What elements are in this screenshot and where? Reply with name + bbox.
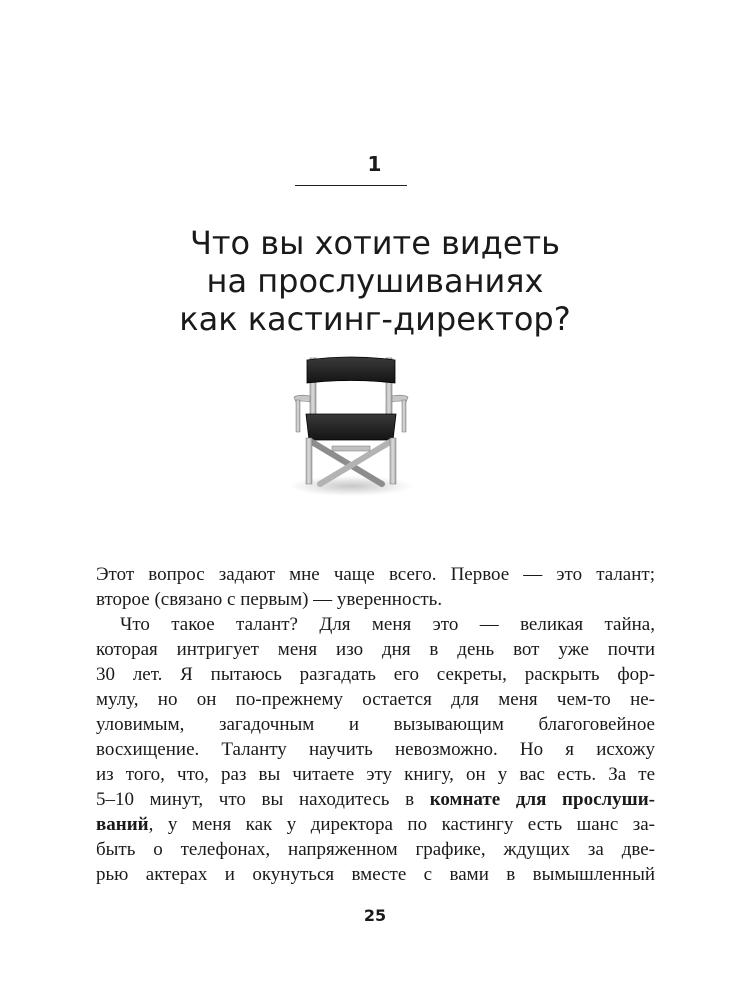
text-line: мулу, но он по-прежнему остается для меня чем-то не- [96,689,655,710]
page-number: 25 [363,906,387,925]
paragraph [96,612,655,887]
text-line: которая интригует меня изо дня в день вот уже почти [96,639,655,660]
text-line [96,787,655,812]
text-line: быть о телефонах, напряженном графике, ждущих за две- [96,839,655,860]
chapter-title-line: Что вы хотите видеть [189,224,561,262]
text-line: уловимым, загадочным и вызывающим благоговейное [96,714,655,735]
text-line: Этот вопрос задают мне чаще всего. Первое — это талант; [96,564,655,585]
chapter-divider [295,185,407,186]
text-line: из того, что, раз вы читаете эту книгу, он у вас есть. За те [96,764,655,785]
chapter-number: 1 [367,152,383,176]
chapter-title-line: на прослушиваниях [206,262,544,300]
text-line: рью актерах и окунуться вместе с вами в вымышленный [96,864,655,885]
text-fragment: , у меня как у директора по кастингу есть шанс за- [148,814,655,835]
chapter-title [0,224,750,338]
text-line: 30 лет. Я пытаюсь разгадать его секреты, раскрыть фор- [96,664,655,685]
bold-term: комнате для прослуши- [429,789,655,810]
text-line: восхищение. Таланту научить невозможно. Но я исхожу [96,739,655,760]
directors-chair-icon [276,350,426,500]
body-text [96,562,655,887]
chapter-title-line: как кастинг-директор? [179,300,571,338]
text-line: Что такое талант? Для меня это — великая тайна, [120,614,655,635]
paragraph [96,562,655,612]
text-line: второе (связано с первым) — уверенность. [96,589,443,610]
bold-term: ваний [96,814,149,835]
text-line [96,812,655,837]
text-fragment: 5–10 минут, что вы находитесь в [96,789,430,810]
